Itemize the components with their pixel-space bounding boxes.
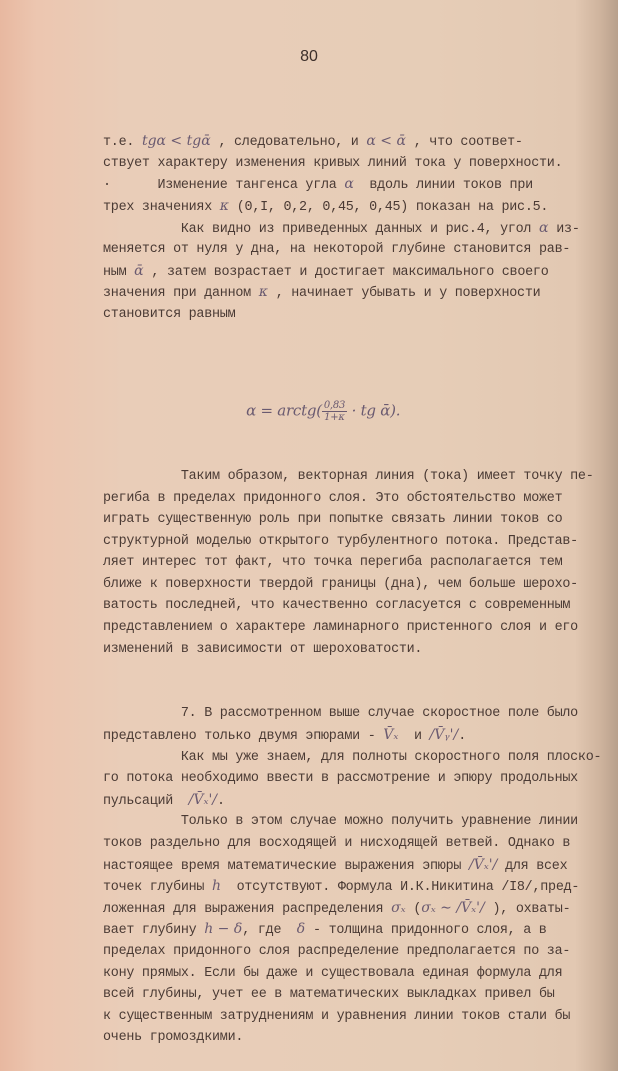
text-run: ложенная для выражения распределения <box>103 901 392 917</box>
text-run: всей глубины, учет ее в математических выкладках привел бы <box>103 987 555 1003</box>
paragraph-block-2 <box>103 466 613 660</box>
math-expression: h − δ <box>204 921 243 938</box>
text-run: Только в этом случае можно получить уравнение линии <box>103 814 578 830</box>
text-line <box>103 941 613 963</box>
math-expression: tgα < tgᾱ <box>141 133 211 150</box>
text-line <box>103 984 613 1006</box>
formula-denominator: 1+κ <box>324 412 345 424</box>
text-line <box>103 617 613 639</box>
text-line <box>103 196 613 218</box>
math-expression: α < ᾱ <box>366 133 406 150</box>
text-line <box>103 1027 613 1049</box>
text-run: , где <box>242 923 297 939</box>
text-run: настоящее время математические выражения эпюры <box>103 858 469 874</box>
text-line <box>103 898 613 920</box>
text-line <box>103 1006 613 1028</box>
text-run: ватость последней, что качественно согласуется с современным <box>103 598 571 614</box>
text-line <box>103 639 613 661</box>
text-run: региба в пределах придонного слоя. Это обстоятельство может <box>103 490 563 506</box>
text-line <box>103 552 613 574</box>
text-line <box>103 768 613 790</box>
text-run: трех значениях <box>103 199 220 215</box>
text-run: ближе к поверхности твердой границы (дна), чем больше шерохо- <box>103 576 578 592</box>
text-line <box>103 304 613 326</box>
text-line <box>103 131 613 153</box>
text-run: для всех <box>497 858 568 874</box>
text-line <box>103 574 613 596</box>
math-expression: σₓ <box>391 899 406 916</box>
text-run: , что соответ- <box>405 135 523 151</box>
formula-lhs: α = arctg( <box>246 401 322 420</box>
text-run: (0,I, 0,2, 0,45, 0,45) показан на рис.5. <box>228 199 549 215</box>
math-expression: σₓ ∼ /V̄ₓ'/ <box>421 899 485 916</box>
text-line <box>103 833 613 855</box>
text-run: точек глубины <box>103 880 212 896</box>
text-run: т.е. <box>103 135 142 151</box>
formula-fraction <box>322 400 347 423</box>
text-run: · Изменение тангенса угла <box>103 178 345 194</box>
text-run: . <box>217 793 225 809</box>
text-line <box>103 218 613 240</box>
text-run: структурной моделью открытого турбулентного потока. Представ- <box>103 533 578 549</box>
formula-arctg <box>103 369 613 423</box>
text-line <box>103 488 613 510</box>
text-line <box>103 531 613 553</box>
text-run: изменений в зависимости от шероховатости. <box>103 641 423 657</box>
text-line <box>103 239 613 261</box>
formula-numerator: 0,83 <box>323 400 346 412</box>
formula-rhs: · tg ᾱ). <box>347 401 401 420</box>
text-run: кону прямых. Если бы даже и существовала единая формула для <box>103 965 563 981</box>
text-run: ( <box>405 901 422 917</box>
text-line <box>103 747 613 769</box>
text-run: , следовательно, и <box>210 135 367 151</box>
text-run: ным <box>103 264 135 280</box>
text-run: Как мы уже знаем, для полноты скоростного поля плоско- <box>103 749 602 765</box>
text-line <box>103 261 613 283</box>
text-line <box>103 703 613 725</box>
text-line <box>103 595 613 617</box>
text-run: и <box>398 729 430 745</box>
text-run: пульсаций <box>103 793 189 809</box>
text-run: , затем возрастает и достигает максимального своего <box>143 264 549 280</box>
text-run: Таким образом, векторная линия (тока) имеет точку пе- <box>103 468 594 484</box>
math-expression: V̄ₓ <box>383 727 399 744</box>
text-line <box>103 725 613 747</box>
text-run: к существенным затруднениям и уравнения линии токов стали бы <box>103 1008 571 1024</box>
text-run: 7. В рассмотренном выше случае скоростное поле было <box>103 706 578 722</box>
text-run: токов раздельно для восходящей и нисходящей ветвей. Однако в <box>103 836 571 851</box>
math-expression: h <box>212 878 222 895</box>
text-run: отсутствуют. Формула И.К.Никитина /I8/,пред- <box>221 880 580 896</box>
paragraph-block-3 <box>103 703 613 1049</box>
text-line <box>103 790 613 812</box>
math-expression: κ <box>258 284 268 301</box>
text-run: ), охваты- <box>484 901 571 917</box>
math-expression: α <box>539 219 549 236</box>
text-line <box>103 876 613 898</box>
text-run: Как видно из приведенных данных и рис.4, угол <box>103 221 539 237</box>
text-run: - толщина придонного слоя, а в <box>305 923 547 939</box>
text-line <box>103 153 613 175</box>
text-run: представлением о характере ламинарного пристенного слоя и его <box>103 620 578 636</box>
text-run: ляет интерес тот факт, что точка перегиба располагается тем <box>103 555 563 571</box>
text-run: пределах придонного слоя распределение предполагается по за- <box>103 943 571 959</box>
text-run: . <box>458 729 467 745</box>
text-run: вдоль линии токов при <box>353 178 533 194</box>
text-line <box>103 174 613 196</box>
text-run: меняется от нуля у дна, на некоторой глубине становится рав- <box>103 242 571 258</box>
page-body <box>103 88 613 1071</box>
text-run: из- <box>548 221 580 237</box>
paragraph-block-1 <box>103 131 613 325</box>
math-expression: δ <box>296 921 306 938</box>
math-expression: ᾱ <box>134 262 144 279</box>
math-expression: /V̄ₓ'/ <box>188 791 218 808</box>
math-expression: /V̄ₓ'/ <box>468 856 498 873</box>
text-line <box>103 466 613 488</box>
text-run: го потока необходимо ввести в рассмотрение и эпюру продольных <box>103 771 578 787</box>
text-line <box>103 811 613 833</box>
math-expression: κ <box>219 197 229 214</box>
text-run: значения при данном <box>103 286 259 302</box>
text-run: очень громоздкими. <box>103 1030 244 1046</box>
page-number: 80 <box>300 48 318 65</box>
text-run: , начинает убывать и у поверхности <box>267 286 541 302</box>
text-run: представлено только двумя эпюрами - <box>103 729 384 745</box>
text-line <box>103 919 613 941</box>
text-run: играть существенную роль при попытке связать линии токов со <box>103 512 563 528</box>
math-expression: /V̄ᵧ'/ <box>429 727 459 744</box>
text-run: ствует характеру изменения кривых линий тока у поверхности. <box>103 155 563 171</box>
text-run: вает глубину <box>103 923 205 939</box>
text-line <box>103 282 613 304</box>
text-line <box>103 963 613 985</box>
text-line <box>103 855 613 877</box>
math-expression: α <box>344 176 354 193</box>
text-line <box>103 509 613 531</box>
text-run: становится равным <box>103 306 236 322</box>
